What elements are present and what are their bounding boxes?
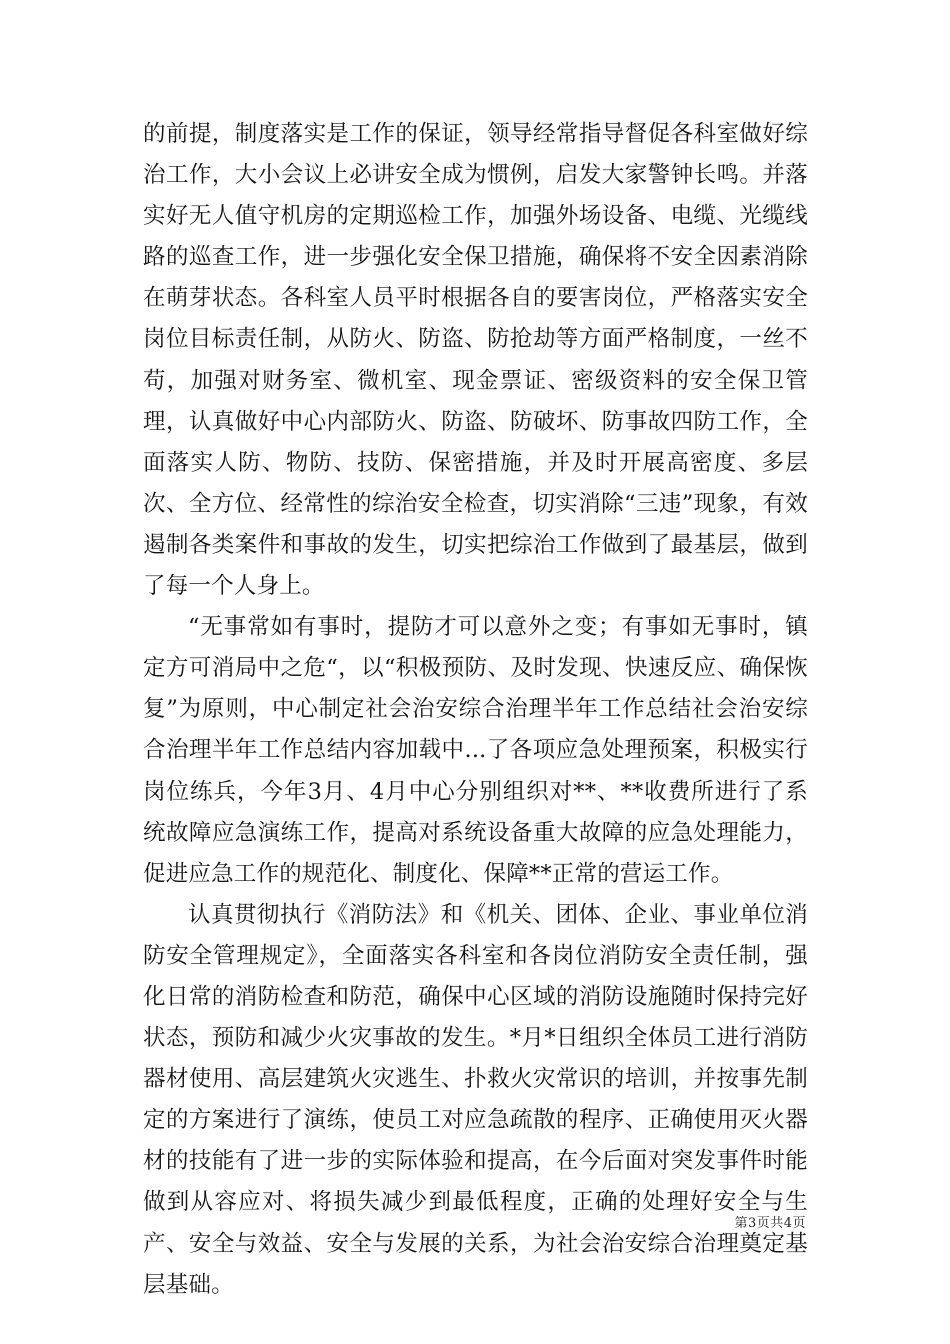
paragraph-safety-measures: 的前提，制度落实是工作的保证，领导经常指导督促各科室做好综治工作，大小会议上必讲安全成为惯例，启发大家警钟长鸣。并落实好无人值守机房的定期巡检工作，加强外场设备、电缆、光缆线路的巡查工作，进一步强化安全保卫措施，确保将不安全因素消除在萌芽状态。各科室人员平时根据各自的要害岗位，严格落实安全岗位目标责任制，从防火、防盗、防抢劫等方面严格制度，一丝不苟，加强对财务室、微机室、现金票证、密级资料的安全保卫管理，认真做好中心内部防火、防盗、防破坏、防事故四防工作，全面落实人防、物防、技防、保密措施，并及时开展高密度、多层次、全方位、经常性的综治安全检查，切实消除“三违”现象，有效遏制各类案件和事故的发生，切实把综治工作做到了最基层，做到了每一个人身上。 bbox=[143, 121, 808, 600]
page-number-footer: 第3页共4页 bbox=[734, 1216, 806, 1231]
paragraph-fire-safety: 认真贯彻执行《消防法》和《机关、团体、企业、事业单位消防安全管理规定》，全面落实各科室和各岗位消防安全责任制，强化日常的消防检查和防范，确保中心区域的消防设施随时保持完好状态，预防和减少火灾事故的发生。*月*日组织全体员工进行消防器材使用、高层建筑火灾逃生、扑救火灾常识的培训，并按事先制定的方案进行了演练，使员工对应急疏散的程序、正确使用灭火器材的技能有了进一步的实际体验和提高，在今后面对突发事件时能做到从容应对、将损失减少到最低程度，正确的处理好安全与生产、安全与效益、安全与发展的关系，为社会治安综合治理奠定基层基础。 bbox=[143, 901, 808, 1298]
document-body bbox=[143, 114, 808, 1306]
paragraph-emergency-plan: “无事常如有事时，提防才可以意外之变；有事如无事时，镇定方可消局中之危“，以“积极预防、及时发现、快速反应、确保恢复”为原则，中心制定社会治安综合治理半年工作总结社会治安综合治理半年工作总结内容加载中...了各项应急处理预案，积极实行岗位练兵，今年3月、4月中心分别组织对**、**收费所进行了系统故障应急演练工作，提高对系统设备重大故障的应急处理能力，促进应急工作的规范化、制度化、保障**正常的营运工作。 bbox=[143, 614, 808, 887]
